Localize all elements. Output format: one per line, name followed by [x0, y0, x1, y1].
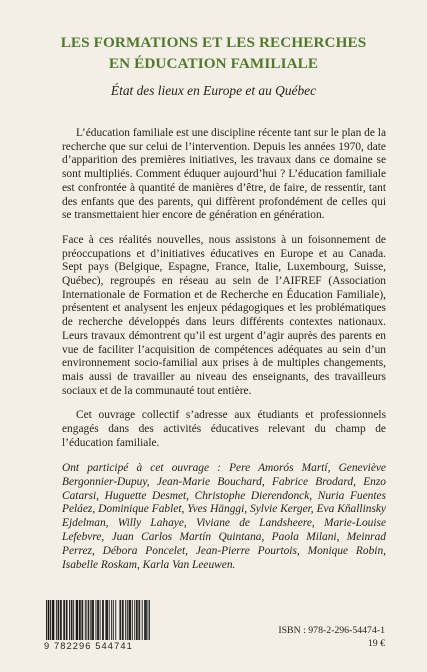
barcode-bar: [130, 600, 131, 640]
barcode-digits: 9 782296 544741: [44, 641, 133, 651]
contributors-list: Ont participé à cet ouvrage : Pere Amorós Martí, Geneviève Bergonnier-Dupuy, Jean-Marie Bouchard, Fabrice Brodard, Enzo Catarsi, Huguette Desmet, Christophe Dierendonck, Nuria Fuentes Peláez, Dominique Fablet, Yves Hänggi, Sylvie Kerger, Eva Kňallinsky Ejdelman, Willy Lahaye, Viviane de Landsheere, Marie-Louise Lefebvre, Juan Carlos Martín Quintana, Paola Milani, Meinrad Perrez, Débora Poncelet, Jean-Pierre Pourtois, Monique Robin, Isabelle Roskam, Karla Van Leeuwen.: [62, 462, 386, 571]
barcode-bar: [144, 600, 145, 640]
barcode-bar: [115, 600, 116, 640]
barcode-bar: [106, 600, 107, 640]
barcode-bar: [71, 600, 72, 640]
barcode-bar: [132, 600, 133, 640]
barcode-bar: [105, 600, 106, 640]
barcode-bar: [90, 600, 91, 640]
barcode-bar: [53, 600, 54, 640]
barcode-bar: [120, 600, 121, 640]
barcode-bar: [69, 600, 70, 640]
barcode-bar: [58, 600, 59, 640]
barcode-bar: [136, 600, 137, 640]
barcode-bar: [96, 600, 97, 640]
barcode-bar: [66, 600, 67, 640]
barcode-bar: [86, 600, 87, 640]
barcode-bar: [46, 600, 47, 640]
barcode-bar: [77, 600, 78, 640]
barcode-bar: [125, 600, 126, 640]
barcode-bar: [61, 600, 62, 640]
barcode-bar: [103, 600, 104, 640]
blurb-paragraph-3: Cet ouvrage collectif s’adresse aux étudiants et professionnels engagés dans des activités éducatives relevant du champ de l’éducation familiale.: [62, 409, 386, 449]
barcode-bar: [98, 600, 99, 640]
barcode-bar: [145, 600, 146, 640]
barcode-bar: [53, 600, 54, 640]
book-title-line-1: LES FORMATIONS ET LES RECHERCHES: [60, 34, 367, 51]
barcode-bar: [134, 600, 135, 640]
barcode-bar: [80, 600, 81, 640]
barcode-bar: [129, 600, 130, 640]
barcode-bar: [123, 600, 124, 640]
barcode-bar: [67, 600, 68, 640]
barcode-bar: [139, 600, 140, 640]
barcode-bar: [52, 600, 53, 640]
barcode-bar: [100, 600, 101, 640]
barcode-bar: [142, 600, 143, 640]
barcode-bar: [56, 600, 57, 640]
price: 19 €: [367, 638, 385, 649]
barcode-bar: [50, 600, 51, 640]
barcode-bar: [88, 600, 89, 640]
barcode-bars: [46, 600, 150, 640]
barcode-bar: [85, 600, 86, 640]
barcode-bar: [138, 600, 139, 640]
barcode-bar: [64, 600, 65, 640]
book-title: [20, 32, 407, 74]
barcode-bar: [129, 600, 130, 640]
barcode-bar: [97, 600, 98, 640]
barcode-bar: [146, 600, 147, 640]
barcode-bar: [58, 600, 59, 640]
barcode-bar: [82, 600, 83, 640]
blurb: [62, 127, 386, 461]
barcode-bar: [111, 600, 112, 640]
barcode-bar: [127, 600, 128, 640]
barcode-bar: [109, 600, 110, 640]
barcode-bar: [48, 600, 49, 640]
barcode-bar: [48, 600, 49, 640]
barcode-bar: [63, 600, 64, 640]
barcode-bar: [91, 600, 92, 640]
barcode-bar: [149, 600, 150, 640]
barcode-bar: [93, 600, 94, 640]
barcode-bar: [122, 600, 123, 640]
barcode-bar: [137, 600, 138, 640]
barcode-bar: [60, 600, 61, 640]
blurb-paragraph-1: L’éducation familiale est une discipline récente tant sur le plan de la recherche que sur celui de l’intervention. Depuis les années 1970, date d’apparition des premières initiatives, les travaux dans ce domaine se sont multipliés. Comment éduquer aujourd’hui ? L’éducation familiale est confrontée à quantité de manières d’être, de faire, de ressentir, tant des enfants que des parents, qui diffèrent profondément de celles qui se transmettaient hier encore de génération en génération.: [62, 127, 386, 222]
barcode-bar: [79, 600, 80, 640]
barcode-bar: [102, 600, 103, 640]
blurb-paragraph-2: Face à ces réalités nouvelles, nous assistons à un foisonnement de préoccupations et d’initiatives éducatives en Europe et au Canada. Sept pays (Belgique, Espagne, France, Italie, Luxembourg, Suisse, Québec), regroupés en réseau au sein de l’AIFREF (Association Internationale de Formation et de Recherche en Éducation Familiale), présentent et analysent les enjeux pédagogiques et les problématiques de recherche développés dans leurs différents contextes nationaux. Leurs travaux démontrent qu’il est urgent d’agir auprès des parents en vue de faciliter l’acquisition de compétences adéquates au sein d’un environnement socio-familial aux prises à de multiples changements, mais aussi de travailler au niveau des enseignants, des travailleurs sociaux et de la communauté tout entière.: [62, 233, 386, 397]
isbn: ISBN : 978-2-296-54474-1: [278, 625, 385, 636]
barcode-bar: [73, 600, 74, 640]
barcode-bar: [148, 600, 149, 640]
barcode-bar: [119, 600, 120, 640]
barcode-bar: [76, 600, 77, 640]
book-title-line-2: EN ÉDUCATION FAMILIALE: [108, 55, 319, 72]
barcode-bar: [77, 600, 78, 640]
barcode-bar: [113, 600, 114, 640]
barcode-bar: [92, 600, 93, 640]
barcode-bar: [107, 600, 108, 640]
barcode-bar: [81, 600, 82, 640]
book-subtitle: État des lieux en Europe et au Québec: [110, 83, 317, 98]
barcode-bar: [72, 600, 73, 640]
